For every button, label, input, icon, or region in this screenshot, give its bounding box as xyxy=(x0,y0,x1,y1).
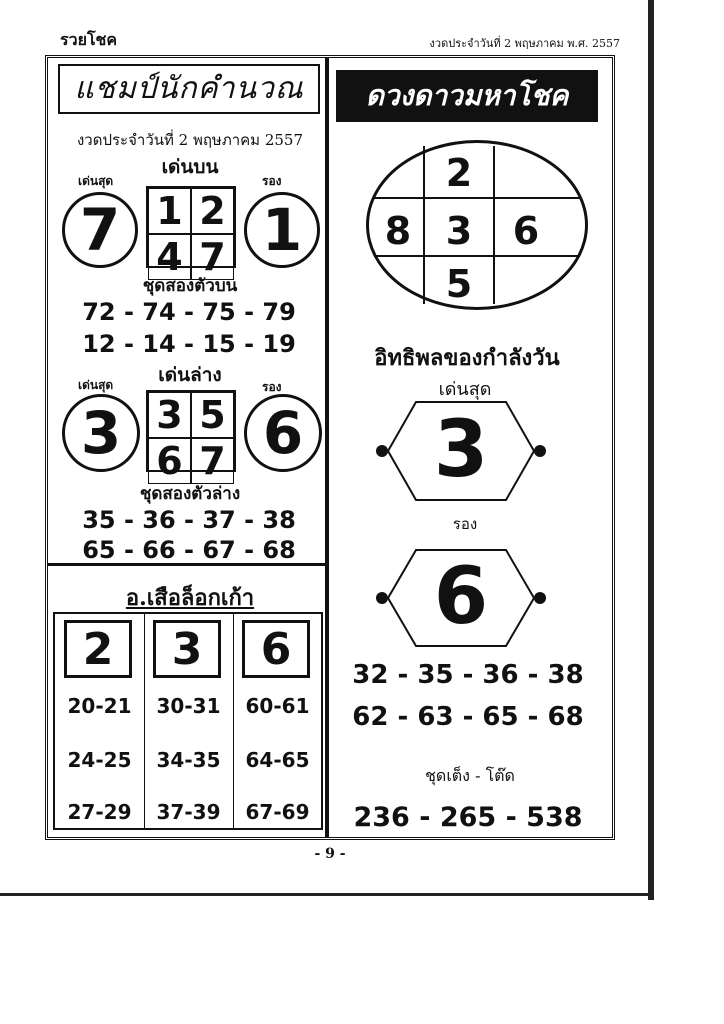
influence-second-digit: 6 xyxy=(433,552,489,642)
upper-grid-cell: 2 xyxy=(191,188,234,234)
star-top: 2 xyxy=(445,151,473,195)
star-fortune-title: ดวงดาวมหาโชค xyxy=(336,70,598,122)
header-date: งวดประจำวันที่ 2 พฤษภาคม พ.ศ. 2557 xyxy=(429,37,620,50)
upper-pairs-heading: ชุดสองตัวบน xyxy=(142,276,238,296)
tiger-pair: 60-61 xyxy=(245,694,310,718)
upper-grid-cell: 7 xyxy=(191,234,234,280)
upper-main-circle xyxy=(62,192,138,268)
influence-line-2: 62 - 63 - 65 - 68 xyxy=(352,702,584,732)
upper-second-circle xyxy=(244,192,320,268)
lower-grid-cell: 5 xyxy=(191,392,234,438)
page-edge-shadow xyxy=(648,0,654,900)
champion-title: แชมป์นักคำนวณ xyxy=(58,64,320,114)
star-right: 6 xyxy=(512,209,540,253)
tiger-column xyxy=(233,614,322,828)
upper-heading: เด่นบน xyxy=(161,156,219,178)
lower-pairs-heading: ชุดสองตัวล่าง xyxy=(139,484,241,504)
upper-grid-cell: 1 xyxy=(148,188,191,234)
lower-grid xyxy=(146,390,236,483)
set-line: 236 - 265 - 538 xyxy=(353,802,583,833)
magazine-title: รวยโชค xyxy=(60,30,118,49)
influence-second-label: รอง xyxy=(452,515,478,533)
influence-main-label: เด่นสุด xyxy=(438,379,492,400)
tiger-pair: 30-31 xyxy=(156,694,221,718)
tiger-title: อ.เสือล็อกเก้า xyxy=(125,585,255,611)
page-number: - 9 - xyxy=(314,846,346,862)
lower-grid-cell: 7 xyxy=(191,438,234,484)
column-divider xyxy=(325,58,329,838)
set-heading: ชุดเต็ง - โต๊ด xyxy=(425,766,515,785)
tiger-pair: 34-35 xyxy=(156,748,221,772)
tiger-digit: 2 xyxy=(64,620,132,678)
lower-second-digit: 6 xyxy=(262,399,304,467)
tiger-column xyxy=(144,614,234,828)
lower-main-digit: 3 xyxy=(80,399,122,467)
tiger-digit: 3 xyxy=(153,620,221,678)
tiger-pair: 27-29 xyxy=(67,800,132,824)
draw-date: งวดประจำวันที่ 2 พฤษภาคม 2557 xyxy=(76,131,303,149)
tiger-pair: 37-39 xyxy=(156,800,221,824)
upper-grid xyxy=(146,186,236,279)
upper-main-label: เด่นสุด xyxy=(78,174,114,188)
tiger-pair: 20-21 xyxy=(67,694,132,718)
lower-pairs-line-2: 65 - 66 - 67 - 68 xyxy=(82,536,296,564)
tiger-pair: 67-69 xyxy=(245,800,310,824)
lower-main-label: เด่นสุด xyxy=(78,378,114,392)
tiger-column xyxy=(55,614,145,828)
upper-second-digit: 1 xyxy=(261,196,303,264)
lower-second-label: รอง xyxy=(262,380,282,394)
star-center: 3 xyxy=(445,209,473,253)
upper-pairs-line-1: 72 - 74 - 75 - 79 xyxy=(82,298,296,326)
tiger-grid xyxy=(53,612,323,830)
lower-second-circle xyxy=(244,394,322,472)
upper-grid-cell: 4 xyxy=(148,234,191,280)
influence-heading: อิทธิพลของกำลังวัน xyxy=(374,345,560,371)
influence-line-1: 32 - 35 - 36 - 38 xyxy=(352,660,584,690)
upper-main-digit: 7 xyxy=(79,196,121,264)
influence-main-digit: 3 xyxy=(433,405,489,495)
upper-second-label: รอง xyxy=(262,174,282,188)
star-bottom: 5 xyxy=(445,262,473,306)
lower-heading: เด่นล่าง xyxy=(158,364,222,386)
lower-pairs-line-1: 35 - 36 - 37 - 38 xyxy=(82,506,296,534)
tiger-pair: 24-25 xyxy=(67,748,132,772)
tiger-pair: 64-65 xyxy=(245,748,310,772)
upper-pairs-line-2: 12 - 14 - 15 - 19 xyxy=(82,330,296,358)
page-bottom-edge xyxy=(0,893,654,896)
lower-main-circle xyxy=(62,394,140,472)
tiger-digit: 6 xyxy=(242,620,310,678)
star-left: 8 xyxy=(384,209,412,253)
lower-grid-cell: 3 xyxy=(148,392,191,438)
lower-grid-cell: 6 xyxy=(148,438,191,484)
